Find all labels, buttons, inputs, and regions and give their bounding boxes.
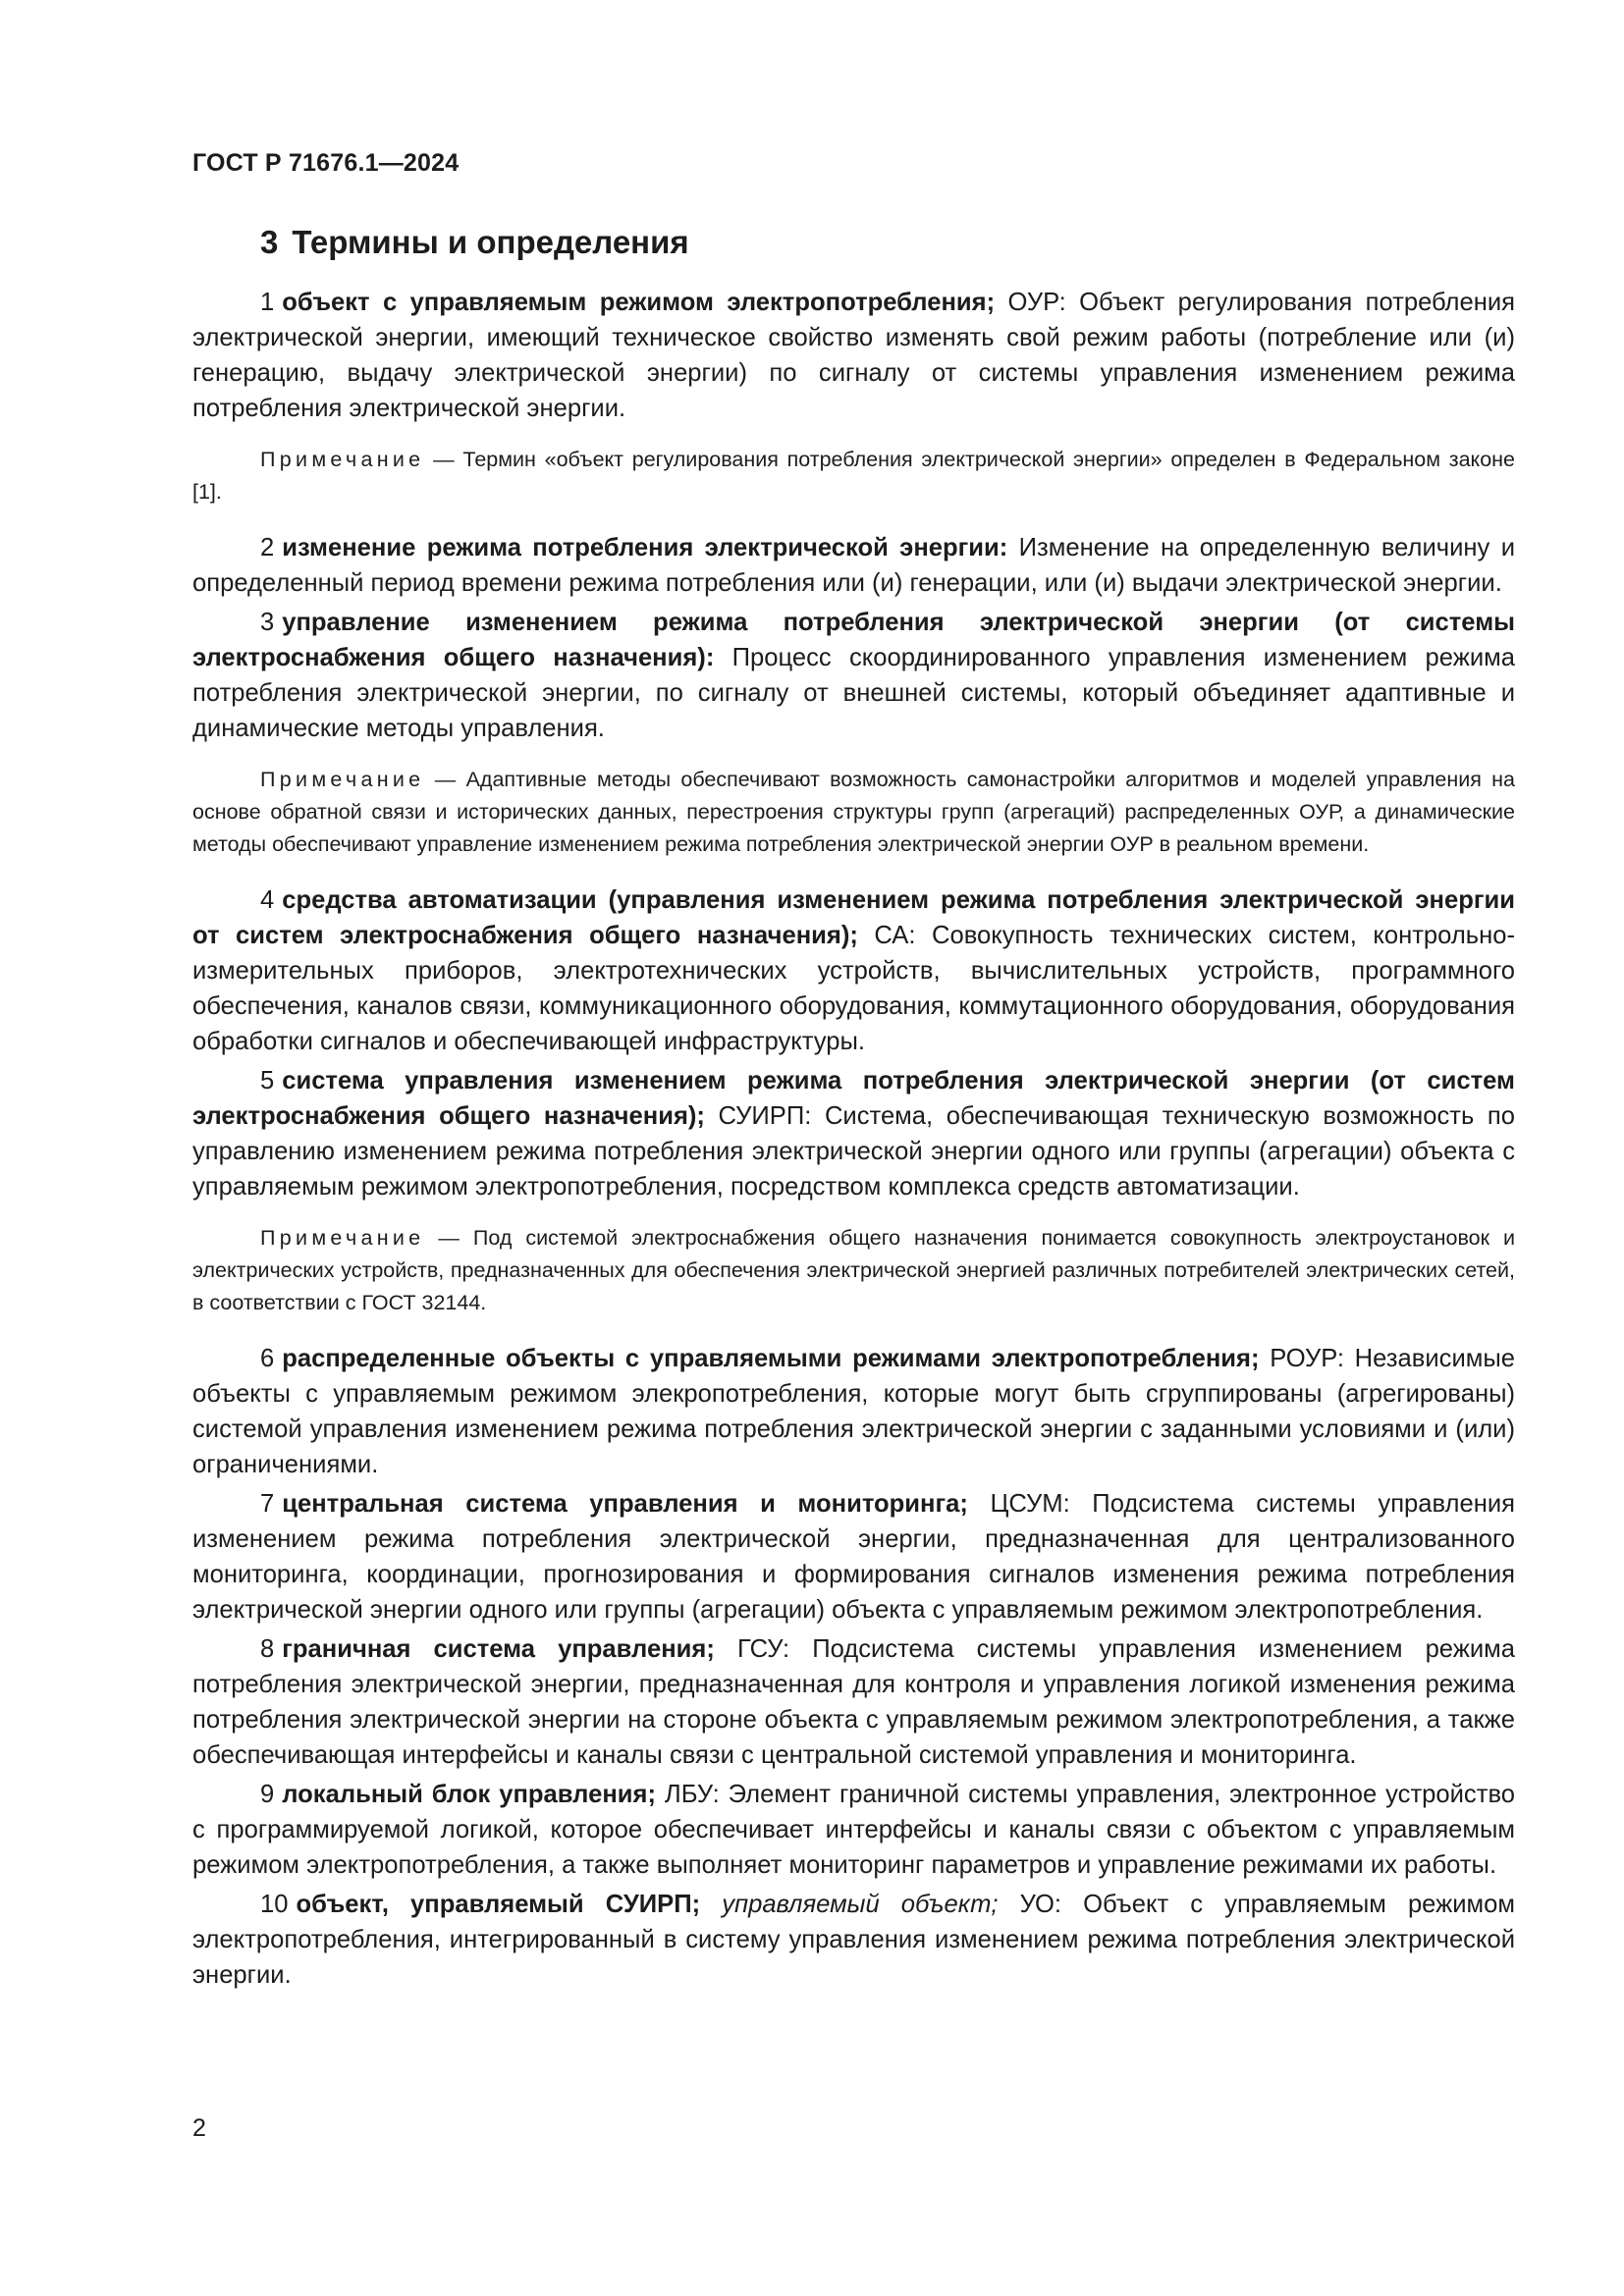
term-name: граничная система управления; bbox=[282, 1635, 715, 1663]
term-entry-7 bbox=[192, 1486, 1515, 1628]
term-entry-4 bbox=[192, 882, 1515, 1059]
note-dash: — bbox=[424, 1226, 473, 1250]
term-definition: Изменение на определенную величину и определенный период времени режима потребления или (и) генерации, или (и) выдачи электрической энергии. bbox=[192, 534, 1515, 597]
term-definition: ОУР: Объект регулирования потребления электрической энергии, имеющий техническое свойство изменять свой режим работы (потребление или (и) генерацию, выдачу электрической энергии) по сигналу от системы управления изменением режима потребления электрической энергии. bbox=[192, 289, 1515, 422]
term-entry-10 bbox=[192, 1887, 1515, 1993]
term-name: центральная система управления и мониторинга; bbox=[282, 1490, 968, 1518]
section-heading bbox=[260, 224, 689, 261]
terms-body bbox=[192, 285, 1515, 1997]
term-name: средства автоматизации (управления изменением режима потребления электрической энергии от систем электроснабжения общего назначения); bbox=[192, 886, 1515, 949]
term-definition: ГСУ: Подсистема системы управления изменением режима потребления электрической энергии, предназначенная для контроля и управления логикой изменения режима потребления электрической энергии на стороне объекта с управляемым режимом электропотребления, а также обеспечивающая интерфейсы и каналы связи с центральной системой управления и мониторинга. bbox=[192, 1635, 1516, 1769]
term-number: 10 bbox=[260, 1891, 289, 1918]
note-dash: — bbox=[424, 768, 466, 791]
term-entry-1 bbox=[192, 285, 1515, 426]
note-1 bbox=[192, 444, 1515, 508]
note-dash: — bbox=[424, 448, 463, 471]
term-definition: РОУР: Независимые объекты с управляемым режимом элекропотребления, которые могут быть сгруппированы (агрегированы) системой управления изменением режима потребления электрической энергии с заданными условиями и (или) ограничениями. bbox=[192, 1345, 1515, 1478]
term-definition: ЦСУМ: Подсистема системы управления изменением режима потребления электрической энергии, предназначенная для централизованного мониторинга, координации, прогнозирования и формирования сигналов изменения режима потребления электрической энергии одного или группы (агрегации) объекта с управляемым режимом электропотребления. bbox=[192, 1490, 1515, 1624]
term-entry-2 bbox=[192, 530, 1515, 601]
note-5 bbox=[192, 1222, 1515, 1319]
term-definition: ЛБУ: Элемент граничной системы управления, электронное устройство с программируемой логикой, которое обеспечивает интерфейсы и каналы связи с объектом с управляемым режимом электропотребления, а также выполняет мониторинг параметров и управление режимами их работы. bbox=[192, 1781, 1515, 1879]
term-number: 5 bbox=[260, 1067, 275, 1095]
note-text: Термин «объект регулирования потребления электрической энергии» определен в Федеральном законе [1]. bbox=[192, 448, 1515, 504]
document-code: ГОСТ Р 71676.1—2024 bbox=[192, 149, 460, 177]
term-number: 6 bbox=[260, 1345, 275, 1372]
term-number: 2 bbox=[260, 534, 275, 561]
term-definition: СУИРП: Система, обеспечивающая техническую возможность по управлению изменением режима потребления электрической энергии одного или группы (агрегации) объекта с управляемым режимом электропотребления, посредством комплекса средств автоматизации. bbox=[192, 1102, 1515, 1201]
term-number: 3 bbox=[260, 609, 275, 636]
term-name: изменение режима потребления электрической энергии: bbox=[282, 534, 1008, 561]
term-entry-9 bbox=[192, 1777, 1515, 1883]
note-text: Адаптивные методы обеспечивают возможность самонастройки алгоритмов и моделей управления на основе обратной связи и исторических данных, перестроения структуры групп (агрегаций) распределенных ОУР, а динамические методы обеспечивают управление изменением режима потребления электрической энергии ОУР в реальном времени. bbox=[192, 768, 1515, 856]
note-label: Примечание bbox=[260, 1226, 425, 1250]
term-number: 4 bbox=[260, 886, 275, 914]
term-name: управление изменением режима потребления электрической энергии (от системы электроснабжения общего назначения): bbox=[192, 609, 1515, 671]
section-number: 3 bbox=[260, 224, 279, 260]
term-name: локальный блок управления; bbox=[282, 1781, 656, 1808]
term-number: 7 bbox=[260, 1490, 275, 1518]
term-synonym: управляемый объект; bbox=[722, 1891, 999, 1918]
note-label: Примечание bbox=[260, 448, 425, 471]
term-name: объект с управляемым режимом электропотребления; bbox=[282, 289, 996, 316]
term-number: 1 bbox=[260, 289, 275, 316]
term-definition: СА: Совокупность технических систем, контрольно-измерительных приборов, электротехнических устройств, вычислительных устройств, программного обеспечения, каналов связи, коммуникационного оборудования, коммутационного оборудования, оборудования обработки сигналов и обеспечивающей инфраструктуры. bbox=[192, 922, 1515, 1055]
term-name: объект, управляемый СУИРП; bbox=[296, 1891, 701, 1918]
term-entry-5 bbox=[192, 1063, 1515, 1204]
term-definition: Процесс скоординированного управления изменением режима потребления электрической энергии, по сигналу от внешней системы, который объединяет адаптивные и динамические методы управления. bbox=[192, 644, 1515, 742]
note-text: Под системой электроснабжения общего назначения понимается совокупность электроустановок и электрических устройств, предназначенных для обеспечения электрической энергией различных потребителей электрических сетей, в соответствии с ГОСТ 32144. bbox=[192, 1226, 1515, 1314]
note-label: Примечание bbox=[260, 768, 425, 791]
term-entry-6 bbox=[192, 1341, 1515, 1482]
page-number: 2 bbox=[192, 2114, 206, 2142]
term-number: 9 bbox=[260, 1781, 275, 1808]
term-definition: УО: Объект с управляемым режимом электропотребления, интегрированный в систему управления изменением режима потребления электрической энергии. bbox=[192, 1891, 1515, 1989]
term-number: 8 bbox=[260, 1635, 275, 1663]
term-name: система управления изменением режима потребления электрической энергии (от систем электроснабжения общего назначения); bbox=[192, 1067, 1515, 1130]
term-entry-3 bbox=[192, 605, 1515, 746]
note-3 bbox=[192, 764, 1515, 861]
term-entry-8 bbox=[192, 1631, 1515, 1773]
term-name: распределенные объекты с управляемыми режимами электропотребления; bbox=[282, 1345, 1260, 1372]
section-title: Термины и определения bbox=[292, 224, 689, 260]
